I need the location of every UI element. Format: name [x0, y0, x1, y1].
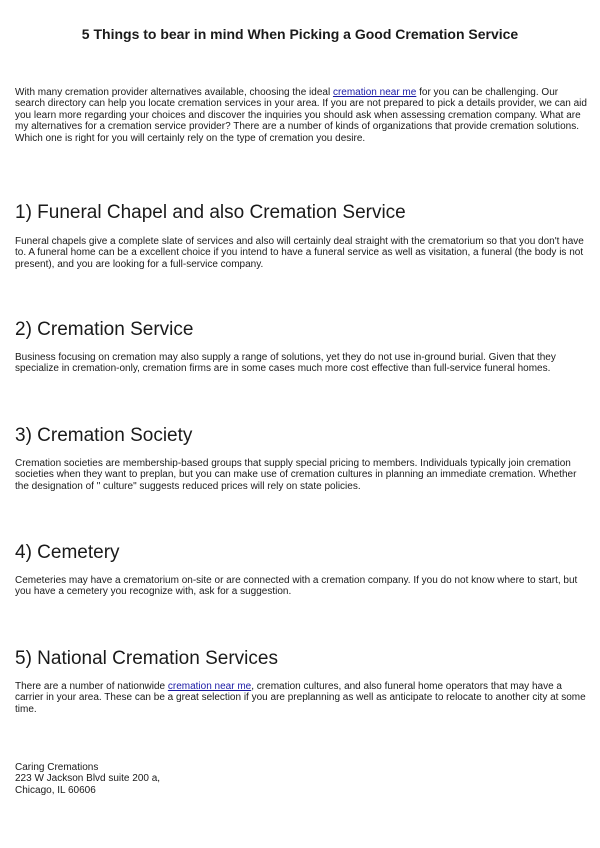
section-2-heading: 2) Cremation Service	[15, 319, 194, 340]
section-5-body	[15, 681, 587, 715]
section-1-body: Funeral chapels give a complete slate of services and also will certainly deal straight with the crematorium so that you don't have to. A funeral home can be a excellent choice if you intend to have a funeral service as well as visitation, a funeral (the body is not present), and you are looking for a full-service company.	[15, 236, 584, 270]
address-city: Chicago, IL 60606	[15, 784, 96, 796]
section-3-body: Cremation societies are membership-based groups that supply special pricing to members. Individuals typically join cremation societies when they want to preplan, but you can make use of cremation cultures in planning an immediate cremation. Whether the designation of " culture" suggests reduced prices will rely on state policies.	[15, 458, 577, 492]
address-name: Caring Cremations	[15, 762, 99, 773]
section-1-heading: 1) Funeral Chapel and also Cremation Service	[15, 202, 406, 223]
section-4-body: Cemeteries may have a crematorium on-site or are connected with a cremation company. If you do not know where to start, but you have a cemetery you recognize with, ask for a suggestion.	[15, 575, 578, 598]
section-5-text-after: , cremation cultures, and also funeral home operators that may have a carrier in your area. These can be a great selection if you are preplanning as well as anticipate to relocate to another city at some time.	[15, 681, 586, 715]
intro-text-after: for you can be challenging. Our search directory can help you locate cremation services in your area. If you are not prepared to pick a details provider, we can aid you learn more regarding your choices and discover the inquiries you should ask when assessing cremation company. What are my alternatives for a cremation service provider? There are a number of kinds of organizations that provide cremation solutions. Which one is right for you will certainly rely on the type of cremation you desire.	[15, 87, 587, 144]
section-4-heading: 4) Cemetery	[15, 542, 120, 563]
section-3-heading: 3) Cremation Society	[15, 425, 193, 446]
cremation-near-me-link-2[interactable]: cremation near me	[167, 681, 252, 692]
section-5-heading: 5) National Cremation Services	[15, 648, 278, 669]
section-5-text-before: There are a number of nationwide	[15, 681, 168, 692]
page-title: 5 Things to bear in mind When Picking a Good Cremation Service	[81, 26, 519, 42]
address-street: 223 W Jackson Blvd suite 200 a,	[15, 773, 161, 785]
address-block	[15, 762, 315, 796]
cremation-near-me-link[interactable]: cremation near me	[332, 87, 417, 98]
intro-paragraph	[15, 87, 587, 144]
intro-text-before: With many cremation provider alternatives available, choosing the ideal	[15, 87, 333, 98]
section-2-body: Business focusing on cremation may also supply a range of solutions, yet they do not use in-ground burial. Given that they specialize in cremation-only, cremation firms are in some cases much more cost effective than full-service funeral homes.	[15, 352, 556, 375]
